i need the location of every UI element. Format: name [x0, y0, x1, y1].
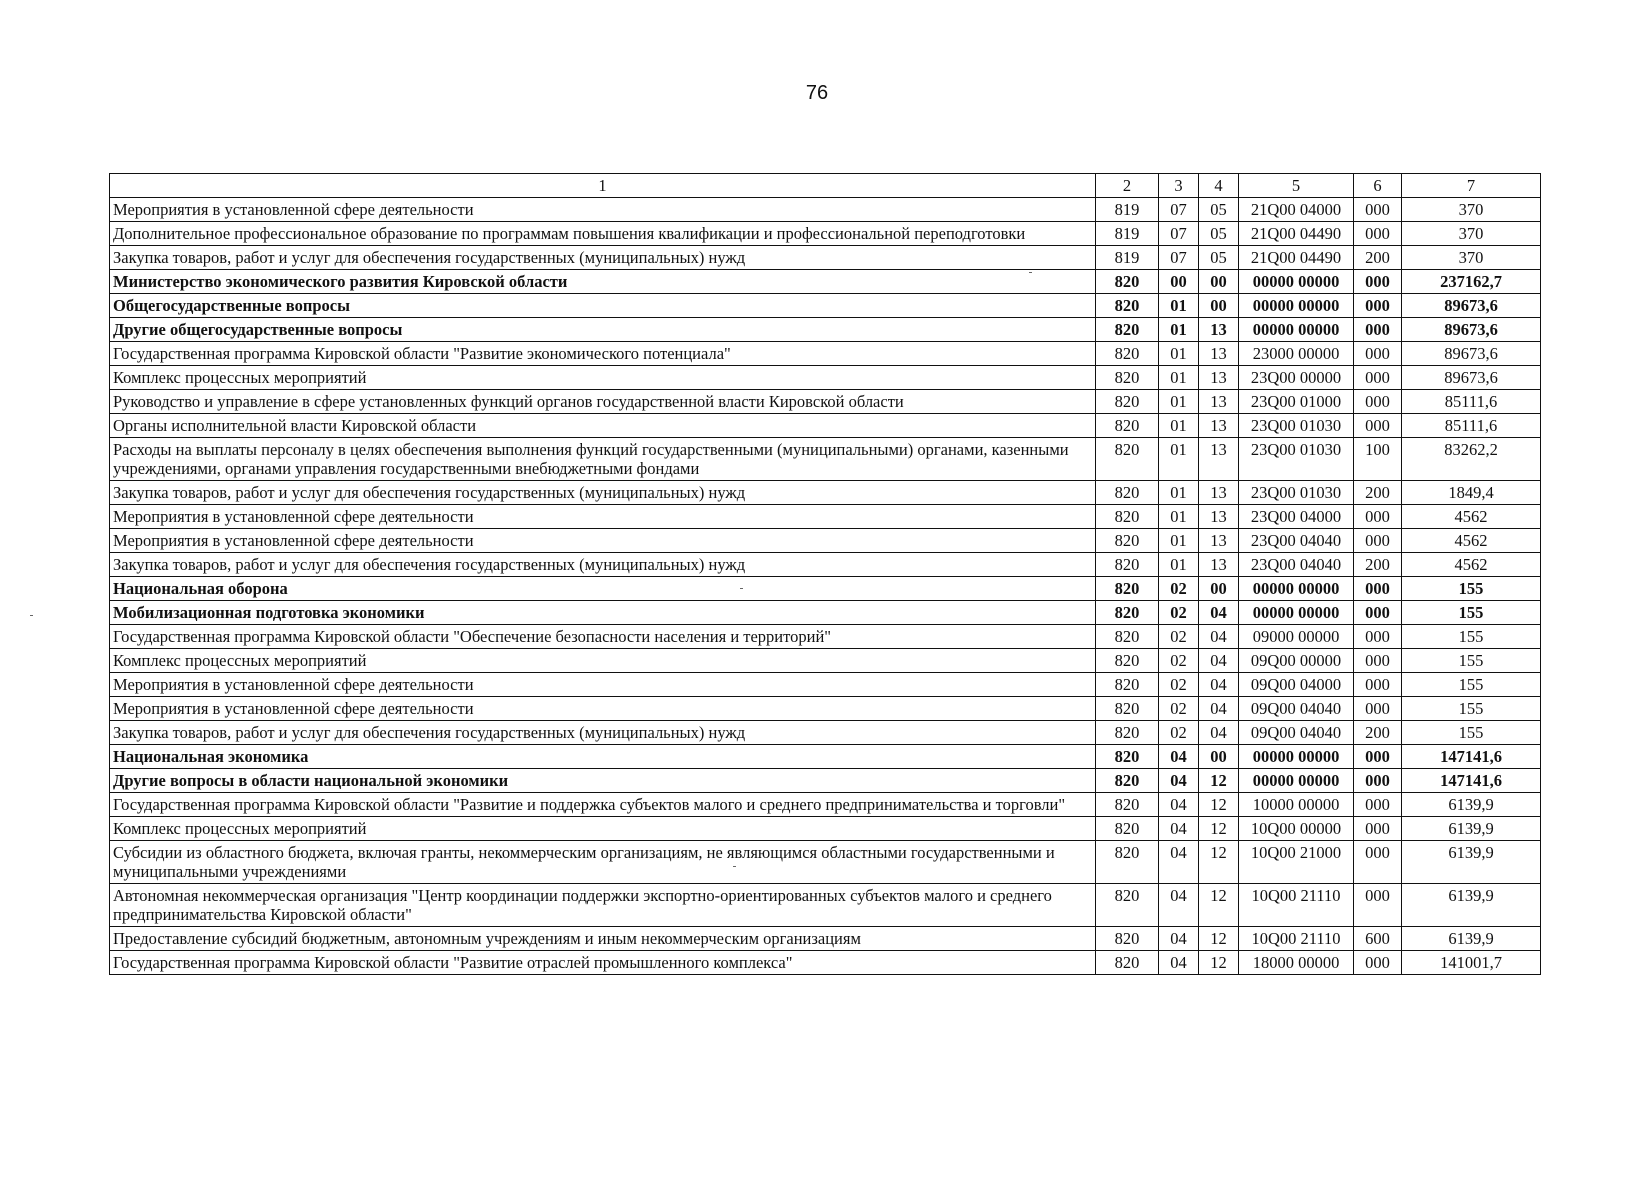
row-code-cell: 820 [1096, 625, 1159, 649]
row-section-cell: 00 [1159, 270, 1199, 294]
row-expense-type-cell: 000 [1354, 505, 1402, 529]
row-section-cell: 02 [1159, 721, 1199, 745]
row-expense-type-cell: 000 [1354, 529, 1402, 553]
row-amount-cell: 155 [1402, 673, 1541, 697]
row-expense-type-cell: 000 [1354, 625, 1402, 649]
row-amount-cell: 6139,9 [1402, 841, 1541, 884]
row-section-cell: 01 [1159, 438, 1199, 481]
row-subsection-cell: 04 [1199, 673, 1239, 697]
row-section-cell: 04 [1159, 817, 1199, 841]
row-subsection-cell: 04 [1199, 697, 1239, 721]
row-code-cell: 820 [1096, 721, 1159, 745]
row-name-cell: Национальная оборона [110, 577, 1096, 601]
column-header: 1 [110, 174, 1096, 198]
row-amount-cell: 6139,9 [1402, 793, 1541, 817]
row-section-cell: 01 [1159, 505, 1199, 529]
row-amount-cell: 89673,6 [1402, 318, 1541, 342]
row-target-article-cell: 23000 00000 [1239, 342, 1354, 366]
column-header: 4 [1199, 174, 1239, 198]
row-target-article-cell: 23Q00 04000 [1239, 505, 1354, 529]
row-expense-type-cell: 200 [1354, 553, 1402, 577]
row-subsection-cell: 13 [1199, 318, 1239, 342]
row-code-cell: 820 [1096, 294, 1159, 318]
row-target-article-cell: 00000 00000 [1239, 601, 1354, 625]
row-subsection-cell: 12 [1199, 793, 1239, 817]
row-expense-type-cell: 000 [1354, 294, 1402, 318]
row-code-cell: 820 [1096, 601, 1159, 625]
row-target-article-cell: 00000 00000 [1239, 270, 1354, 294]
row-subsection-cell: 12 [1199, 951, 1239, 975]
row-subsection-cell: 12 [1199, 884, 1239, 927]
row-code-cell: 820 [1096, 577, 1159, 601]
row-subsection-cell: 13 [1199, 505, 1239, 529]
table-row [110, 793, 1541, 817]
table-header-row [110, 174, 1541, 198]
row-target-article-cell: 18000 00000 [1239, 951, 1354, 975]
row-code-cell: 820 [1096, 366, 1159, 390]
row-target-article-cell: 00000 00000 [1239, 294, 1354, 318]
table-row [110, 505, 1541, 529]
row-amount-cell: 89673,6 [1402, 342, 1541, 366]
table-row [110, 625, 1541, 649]
row-code-cell: 820 [1096, 342, 1159, 366]
row-code-cell: 820 [1096, 793, 1159, 817]
row-subsection-cell: 00 [1199, 294, 1239, 318]
row-code-cell: 820 [1096, 673, 1159, 697]
row-section-cell: 02 [1159, 649, 1199, 673]
row-subsection-cell: 12 [1199, 841, 1239, 884]
row-section-cell: 04 [1159, 793, 1199, 817]
row-name-cell: Мобилизационная подготовка экономики [110, 601, 1096, 625]
row-section-cell: 01 [1159, 529, 1199, 553]
row-section-cell: 07 [1159, 246, 1199, 270]
row-expense-type-cell: 000 [1354, 222, 1402, 246]
row-subsection-cell: 13 [1199, 529, 1239, 553]
row-amount-cell: 155 [1402, 697, 1541, 721]
row-subsection-cell: 05 [1199, 222, 1239, 246]
row-name-cell: Закупка товаров, работ и услуг для обеспечения государственных (муниципальных) нужд [110, 246, 1096, 270]
row-subsection-cell: 13 [1199, 553, 1239, 577]
column-header: 3 [1159, 174, 1199, 198]
row-amount-cell: 147141,6 [1402, 769, 1541, 793]
table-row [110, 414, 1541, 438]
table-row [110, 318, 1541, 342]
row-expense-type-cell: 000 [1354, 366, 1402, 390]
row-name-cell: Предоставление субсидий бюджетным, автономным учреждениям и иным некоммерческим организациям [110, 927, 1096, 951]
row-target-article-cell: 21Q00 04490 [1239, 222, 1354, 246]
row-section-cell: 02 [1159, 625, 1199, 649]
row-name-cell: Государственная программа Кировской области "Развитие экономического потенциала" [110, 342, 1096, 366]
row-code-cell: 820 [1096, 318, 1159, 342]
row-name-cell: Государственная программа Кировской области "Развитие отраслей промышленного комплекса" [110, 951, 1096, 975]
row-expense-type-cell: 000 [1354, 390, 1402, 414]
row-expense-type-cell: 000 [1354, 769, 1402, 793]
table-row [110, 577, 1541, 601]
row-section-cell: 01 [1159, 342, 1199, 366]
table-row [110, 438, 1541, 481]
row-target-article-cell: 00000 00000 [1239, 318, 1354, 342]
row-target-article-cell: 00000 00000 [1239, 769, 1354, 793]
column-header: 2 [1096, 174, 1159, 198]
row-name-cell: Национальная экономика [110, 745, 1096, 769]
row-section-cell: 04 [1159, 951, 1199, 975]
row-code-cell: 820 [1096, 481, 1159, 505]
row-amount-cell: 155 [1402, 649, 1541, 673]
row-target-article-cell: 23Q00 00000 [1239, 366, 1354, 390]
row-name-cell: Мероприятия в установленной сфере деятельности [110, 673, 1096, 697]
row-amount-cell: 141001,7 [1402, 951, 1541, 975]
row-name-cell: Руководство и управление в сфере установленных функций органов государственной власти Кировской области [110, 390, 1096, 414]
row-code-cell: 820 [1096, 927, 1159, 951]
scan-speck [740, 588, 743, 589]
row-subsection-cell: 13 [1199, 390, 1239, 414]
row-amount-cell: 237162,7 [1402, 270, 1541, 294]
table-row [110, 481, 1541, 505]
row-name-cell: Субсидии из областного бюджета, включая гранты, некоммерческим организациям, не являющимся областными государственными и муниципальными учреждениями [110, 841, 1096, 884]
table-row [110, 769, 1541, 793]
row-name-cell: Министерство экономического развития Кировской области [110, 270, 1096, 294]
row-section-cell: 04 [1159, 927, 1199, 951]
row-target-article-cell: 10Q00 21110 [1239, 884, 1354, 927]
row-code-cell: 819 [1096, 222, 1159, 246]
row-expense-type-cell: 000 [1354, 673, 1402, 697]
row-subsection-cell: 05 [1199, 246, 1239, 270]
row-name-cell: Другие общегосударственные вопросы [110, 318, 1096, 342]
page-number: 76 [805, 82, 829, 104]
row-code-cell: 820 [1096, 817, 1159, 841]
row-subsection-cell: 12 [1199, 817, 1239, 841]
row-section-cell: 07 [1159, 198, 1199, 222]
row-target-article-cell: 23Q00 01030 [1239, 481, 1354, 505]
table-row [110, 390, 1541, 414]
row-code-cell: 820 [1096, 438, 1159, 481]
row-section-cell: 04 [1159, 745, 1199, 769]
row-target-article-cell: 09Q00 04040 [1239, 721, 1354, 745]
table-row [110, 697, 1541, 721]
row-amount-cell: 370 [1402, 198, 1541, 222]
row-section-cell: 01 [1159, 481, 1199, 505]
row-name-cell: Мероприятия в установленной сфере деятельности [110, 505, 1096, 529]
budget-table [109, 173, 1541, 975]
row-subsection-cell: 05 [1199, 198, 1239, 222]
row-name-cell: Мероприятия в установленной сфере деятельности [110, 529, 1096, 553]
row-name-cell: Другие вопросы в области национальной экономики [110, 769, 1096, 793]
row-code-cell: 819 [1096, 198, 1159, 222]
row-section-cell: 01 [1159, 294, 1199, 318]
row-subsection-cell: 13 [1199, 342, 1239, 366]
row-name-cell: Мероприятия в установленной сфере деятельности [110, 697, 1096, 721]
row-amount-cell: 89673,6 [1402, 294, 1541, 318]
row-subsection-cell: 00 [1199, 745, 1239, 769]
row-expense-type-cell: 200 [1354, 481, 1402, 505]
row-name-cell: Расходы на выплаты персоналу в целях обеспечения выполнения функций государственными (муниципальными) органами, казенными учреждениями, органами управления государственными внебюджетными фондами [110, 438, 1096, 481]
column-header: 7 [1402, 174, 1541, 198]
row-subsection-cell: 13 [1199, 438, 1239, 481]
row-section-cell: 02 [1159, 601, 1199, 625]
row-amount-cell: 370 [1402, 246, 1541, 270]
row-section-cell: 04 [1159, 769, 1199, 793]
row-amount-cell: 6139,9 [1402, 884, 1541, 927]
row-amount-cell: 155 [1402, 601, 1541, 625]
row-amount-cell: 155 [1402, 721, 1541, 745]
row-section-cell: 01 [1159, 390, 1199, 414]
row-subsection-cell: 00 [1199, 270, 1239, 294]
row-expense-type-cell: 200 [1354, 246, 1402, 270]
row-expense-type-cell: 600 [1354, 927, 1402, 951]
row-subsection-cell: 04 [1199, 721, 1239, 745]
table-row [110, 884, 1541, 927]
row-amount-cell: 4562 [1402, 553, 1541, 577]
row-name-cell: Государственная программа Кировской области "Развитие и поддержка субъектов малого и среднего предпринимательства и торговли" [110, 793, 1096, 817]
row-expense-type-cell: 000 [1354, 697, 1402, 721]
table-row [110, 601, 1541, 625]
row-amount-cell: 6139,9 [1402, 927, 1541, 951]
row-name-cell: Комплекс процессных мероприятий [110, 649, 1096, 673]
row-name-cell: Мероприятия в установленной сфере деятельности [110, 198, 1096, 222]
row-code-cell: 820 [1096, 884, 1159, 927]
scan-speck [30, 615, 33, 616]
row-target-article-cell: 23Q00 01030 [1239, 414, 1354, 438]
row-section-cell: 04 [1159, 841, 1199, 884]
row-name-cell: Дополнительное профессиональное образование по программам повышения квалификации и профессиональной переподготовки [110, 222, 1096, 246]
row-amount-cell: 89673,6 [1402, 366, 1541, 390]
row-target-article-cell: 10000 00000 [1239, 793, 1354, 817]
table-row [110, 649, 1541, 673]
column-header: 5 [1239, 174, 1354, 198]
row-subsection-cell: 04 [1199, 625, 1239, 649]
row-target-article-cell: 10Q00 21110 [1239, 927, 1354, 951]
row-expense-type-cell: 000 [1354, 577, 1402, 601]
row-subsection-cell: 00 [1199, 577, 1239, 601]
row-expense-type-cell: 000 [1354, 817, 1402, 841]
row-target-article-cell: 21Q00 04000 [1239, 198, 1354, 222]
row-code-cell: 819 [1096, 246, 1159, 270]
row-subsection-cell: 13 [1199, 414, 1239, 438]
row-expense-type-cell: 000 [1354, 318, 1402, 342]
row-amount-cell: 4562 [1402, 505, 1541, 529]
row-section-cell: 04 [1159, 884, 1199, 927]
table-row [110, 553, 1541, 577]
row-amount-cell: 370 [1402, 222, 1541, 246]
row-code-cell: 820 [1096, 553, 1159, 577]
row-amount-cell: 147141,6 [1402, 745, 1541, 769]
scan-speck [733, 866, 736, 867]
row-target-article-cell: 10Q00 00000 [1239, 817, 1354, 841]
row-amount-cell: 6139,9 [1402, 817, 1541, 841]
row-amount-cell: 155 [1402, 625, 1541, 649]
row-section-cell: 01 [1159, 414, 1199, 438]
table-row [110, 294, 1541, 318]
row-name-cell: Комплекс процессных мероприятий [110, 366, 1096, 390]
table-row [110, 270, 1541, 294]
row-code-cell: 820 [1096, 529, 1159, 553]
row-amount-cell: 155 [1402, 577, 1541, 601]
row-target-article-cell: 09Q00 04000 [1239, 673, 1354, 697]
row-expense-type-cell: 000 [1354, 884, 1402, 927]
table-row [110, 841, 1541, 884]
table-row [110, 817, 1541, 841]
table-row [110, 222, 1541, 246]
row-subsection-cell: 12 [1199, 769, 1239, 793]
row-expense-type-cell: 000 [1354, 601, 1402, 625]
table-row [110, 951, 1541, 975]
row-target-article-cell: 21Q00 04490 [1239, 246, 1354, 270]
row-section-cell: 01 [1159, 318, 1199, 342]
row-code-cell: 820 [1096, 270, 1159, 294]
row-expense-type-cell: 100 [1354, 438, 1402, 481]
table-row [110, 721, 1541, 745]
row-amount-cell: 85111,6 [1402, 414, 1541, 438]
row-expense-type-cell: 000 [1354, 414, 1402, 438]
column-header: 6 [1354, 174, 1402, 198]
row-name-cell: Автономная некоммерческая организация "Центр координации поддержки экспортно-ориентированных субъектов малого и среднего предпринимательства Кировской области" [110, 884, 1096, 927]
row-code-cell: 820 [1096, 505, 1159, 529]
table-row [110, 198, 1541, 222]
row-expense-type-cell: 000 [1354, 342, 1402, 366]
row-target-article-cell: 23Q00 01000 [1239, 390, 1354, 414]
row-name-cell: Государственная программа Кировской области "Обеспечение безопасности населения и территорий" [110, 625, 1096, 649]
row-subsection-cell: 12 [1199, 927, 1239, 951]
row-amount-cell: 1849,4 [1402, 481, 1541, 505]
table-row [110, 673, 1541, 697]
row-section-cell: 02 [1159, 577, 1199, 601]
row-expense-type-cell: 200 [1354, 721, 1402, 745]
row-code-cell: 820 [1096, 951, 1159, 975]
row-section-cell: 07 [1159, 222, 1199, 246]
row-expense-type-cell: 000 [1354, 649, 1402, 673]
row-target-article-cell: 09Q00 04040 [1239, 697, 1354, 721]
row-name-cell: Закупка товаров, работ и услуг для обеспечения государственных (муниципальных) нужд [110, 481, 1096, 505]
row-expense-type-cell: 000 [1354, 793, 1402, 817]
row-code-cell: 820 [1096, 414, 1159, 438]
table-row [110, 342, 1541, 366]
row-subsection-cell: 04 [1199, 601, 1239, 625]
row-target-article-cell: 09000 00000 [1239, 625, 1354, 649]
row-code-cell: 820 [1096, 649, 1159, 673]
row-expense-type-cell: 000 [1354, 841, 1402, 884]
row-target-article-cell: 00000 00000 [1239, 577, 1354, 601]
row-expense-type-cell: 000 [1354, 745, 1402, 769]
table-row [110, 745, 1541, 769]
row-subsection-cell: 13 [1199, 366, 1239, 390]
row-name-cell: Общегосударственные вопросы [110, 294, 1096, 318]
row-expense-type-cell: 000 [1354, 270, 1402, 294]
row-section-cell: 01 [1159, 366, 1199, 390]
table-row [110, 366, 1541, 390]
table-row [110, 529, 1541, 553]
row-amount-cell: 83262,2 [1402, 438, 1541, 481]
row-expense-type-cell: 000 [1354, 951, 1402, 975]
table-row [110, 927, 1541, 951]
table-body [110, 198, 1541, 975]
scan-speck [1029, 272, 1032, 273]
row-section-cell: 02 [1159, 697, 1199, 721]
row-name-cell: Закупка товаров, работ и услуг для обеспечения государственных (муниципальных) нужд [110, 553, 1096, 577]
row-amount-cell: 4562 [1402, 529, 1541, 553]
row-target-article-cell: 23Q00 04040 [1239, 553, 1354, 577]
row-target-article-cell: 23Q00 04040 [1239, 529, 1354, 553]
row-amount-cell: 85111,6 [1402, 390, 1541, 414]
row-target-article-cell: 09Q00 00000 [1239, 649, 1354, 673]
row-subsection-cell: 13 [1199, 481, 1239, 505]
row-name-cell: Органы исполнительной власти Кировской области [110, 414, 1096, 438]
row-target-article-cell: 23Q00 01030 [1239, 438, 1354, 481]
row-target-article-cell: 10Q00 21000 [1239, 841, 1354, 884]
row-expense-type-cell: 000 [1354, 198, 1402, 222]
row-name-cell: Комплекс процессных мероприятий [110, 817, 1096, 841]
row-code-cell: 820 [1096, 769, 1159, 793]
row-name-cell: Закупка товаров, работ и услуг для обеспечения государственных (муниципальных) нужд [110, 721, 1096, 745]
row-subsection-cell: 04 [1199, 649, 1239, 673]
row-section-cell: 02 [1159, 673, 1199, 697]
row-code-cell: 820 [1096, 841, 1159, 884]
table-row [110, 246, 1541, 270]
row-code-cell: 820 [1096, 697, 1159, 721]
row-code-cell: 820 [1096, 390, 1159, 414]
row-code-cell: 820 [1096, 745, 1159, 769]
row-section-cell: 01 [1159, 553, 1199, 577]
row-target-article-cell: 00000 00000 [1239, 745, 1354, 769]
